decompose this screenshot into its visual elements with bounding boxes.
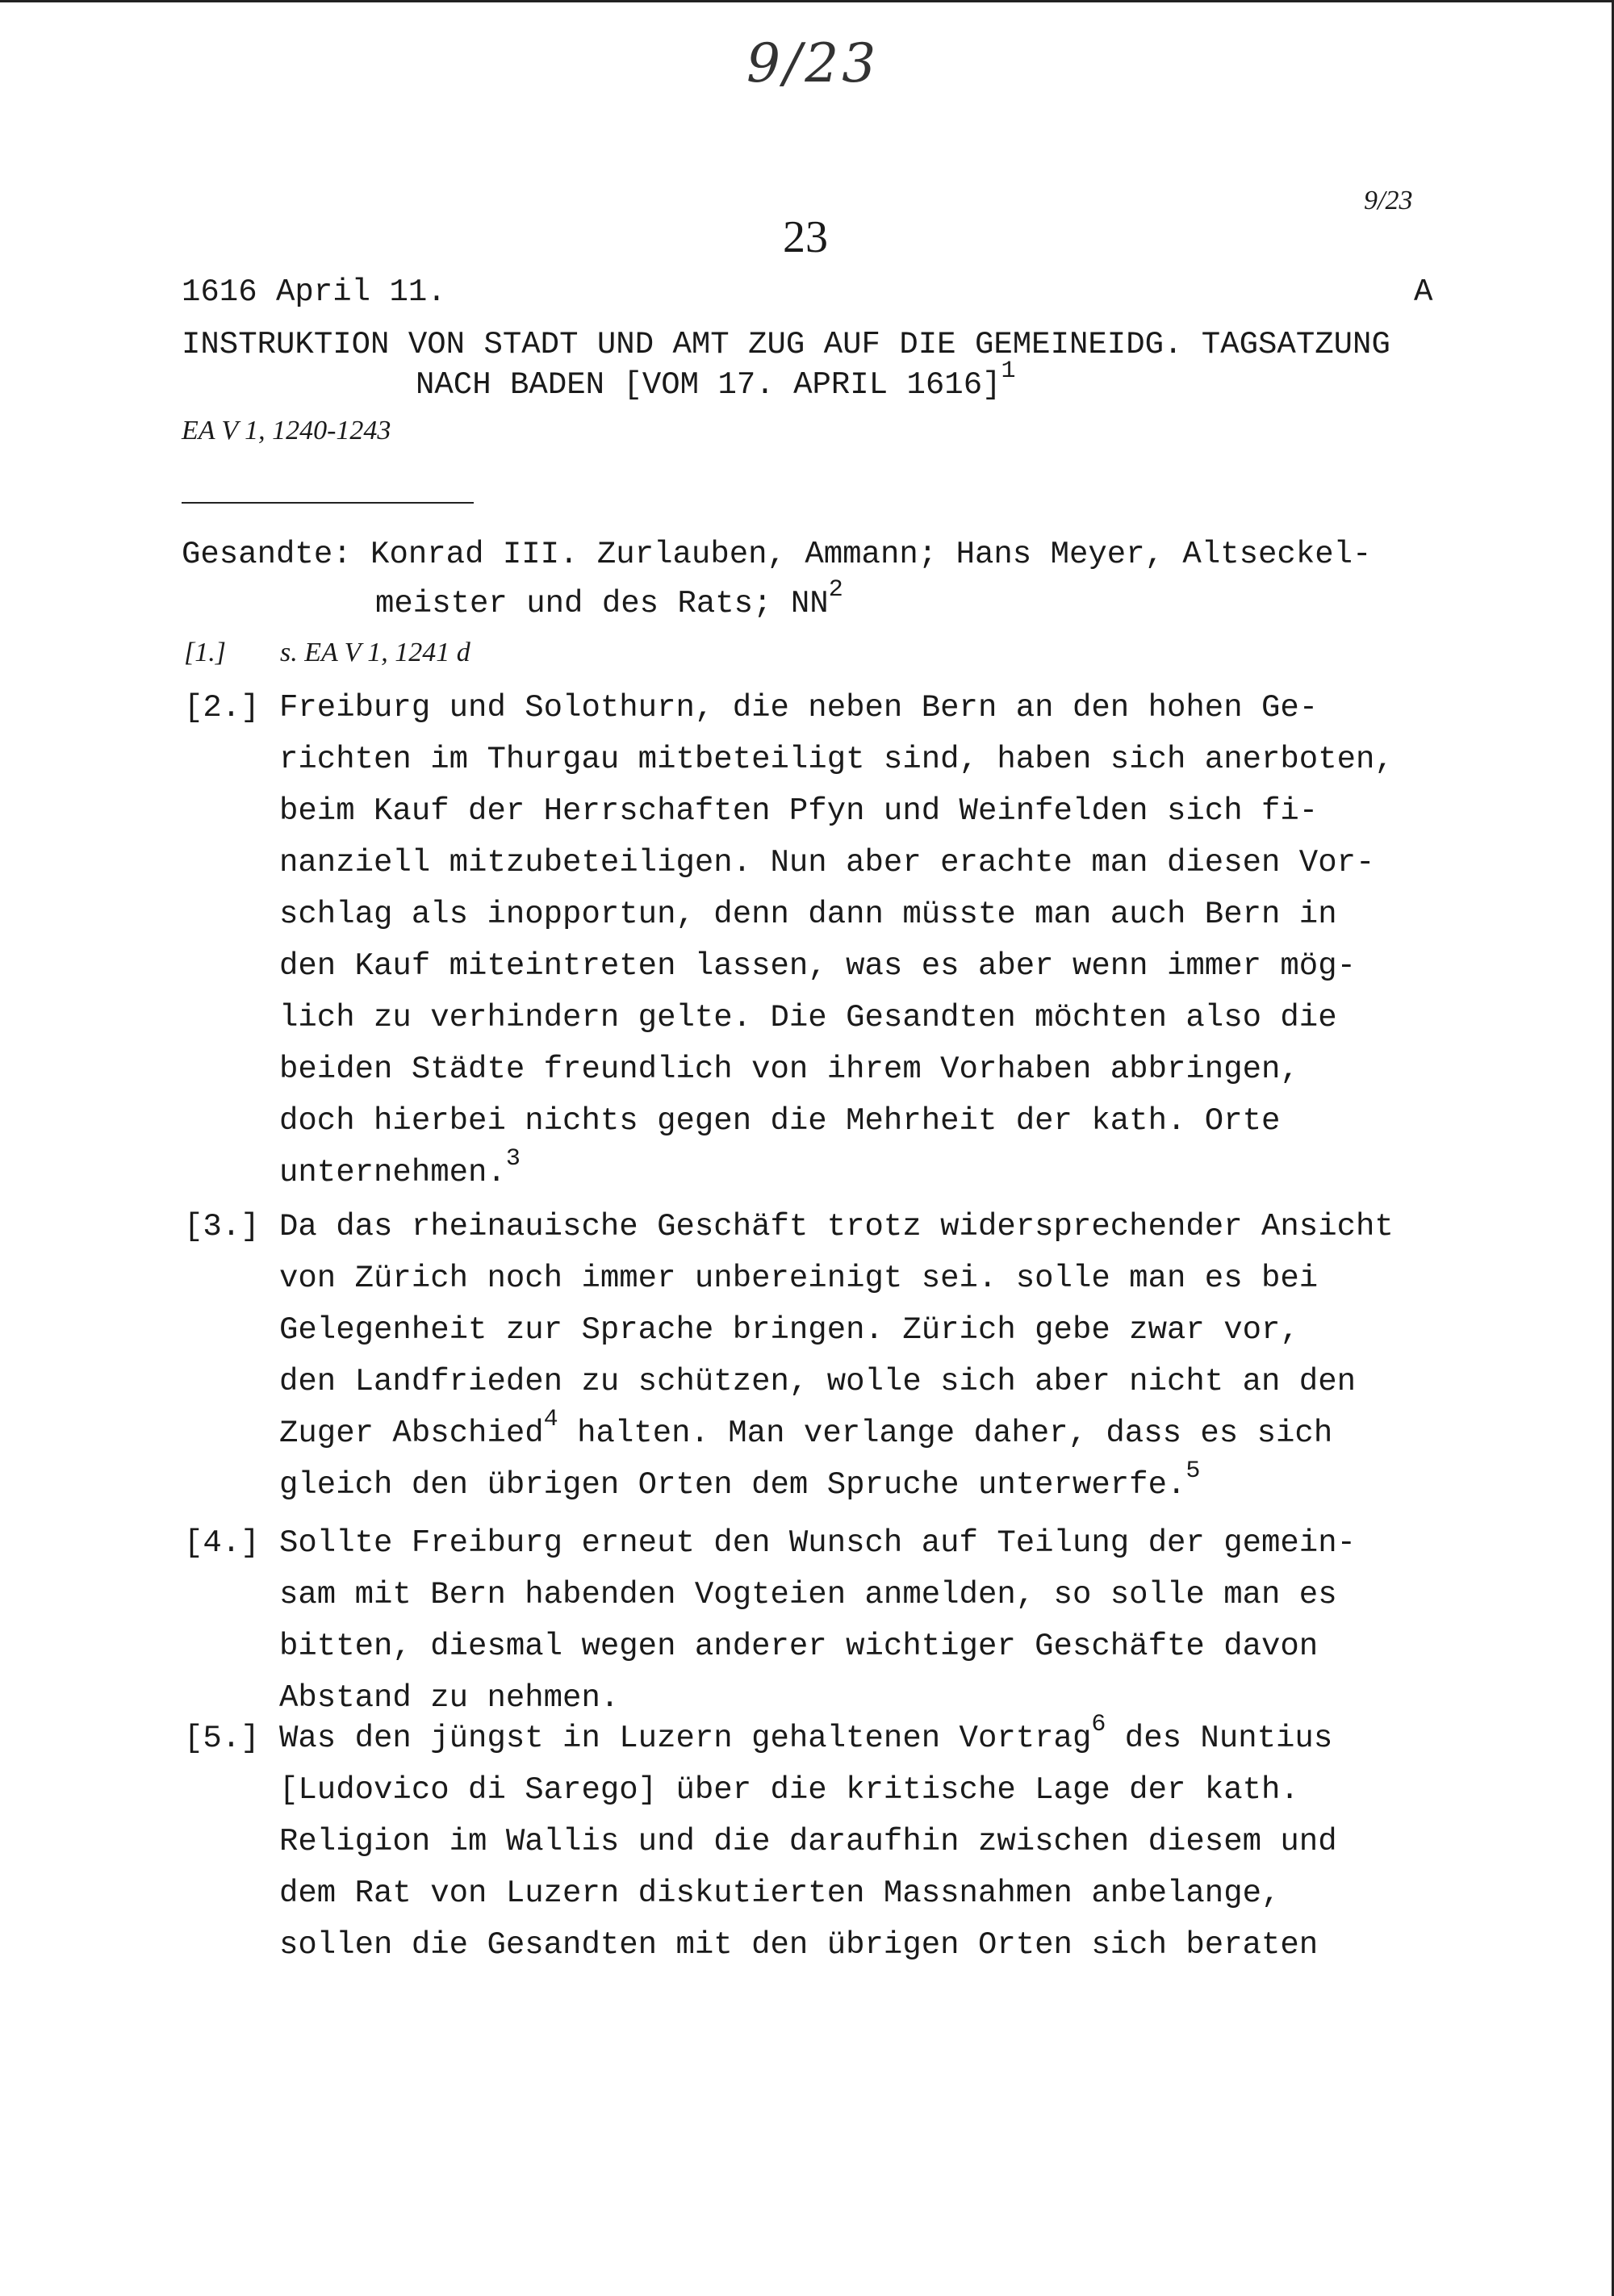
item-2-body <box>279 682 1394 1198</box>
document-title-line2 <box>416 359 1016 411</box>
document-date: 1616 April 11. <box>182 274 446 310</box>
item-5-line: Religion im Wallis und die daraufhin zwischen diesem und <box>279 1824 1337 1859</box>
item-2-line: schlag als inopportun, denn dann müsste man auch Bern in <box>279 897 1337 932</box>
item-2-line: richten im Thurgau mitbeteiligt sind, haben sich anerboten, <box>279 742 1394 777</box>
page-number: 23 <box>783 212 828 262</box>
item-3-line: den Landfrieden zu schützen, wolle sich aber nicht an den <box>279 1364 1357 1399</box>
item-2-line: den Kauf miteintreten lassen, was es aber wenn immer mög- <box>279 948 1357 984</box>
envoys-line2 <box>375 578 843 629</box>
item-2-number: [2.] <box>184 690 260 726</box>
item-2-line: Freiburg und Solothurn, die neben Bern an den hohen Ge- <box>279 690 1319 726</box>
item-2-line: beiden Städte freundlich von ihrem Vorhaben abbringen, <box>279 1052 1299 1087</box>
envoys-names-2: meister und des Rats; NN <box>375 586 829 621</box>
item-5-line: sollen die Gesandten mit den übrigen Orten sich beraten <box>279 1927 1319 1963</box>
footnote-ref-6: 6 <box>1091 1711 1106 1738</box>
handwritten-mark: 9/23 <box>746 32 880 94</box>
envoys-names-1: Konrad III. Zurlauben, Ammann; Hans Meyer, Altseckel- <box>370 537 1372 572</box>
item-3-line <box>279 1459 1394 1511</box>
reference-code: 9/23 <box>1364 186 1413 215</box>
item-3-body <box>279 1201 1394 1511</box>
envoys-label: Gesandte: <box>182 537 352 572</box>
item-3-line: von Zürich noch immer unbereinigt sei. solle man es bei <box>279 1261 1319 1296</box>
item-1-number: [1.] <box>184 638 226 667</box>
footnote-ref-4: 4 <box>543 1406 558 1433</box>
envoys-line1 <box>182 529 1371 580</box>
item-5-body <box>279 1713 1337 1971</box>
footnote-ref-3: 3 <box>505 1145 521 1173</box>
item-4-line: bitten, diesmal wegen anderer wichtiger Geschäfte davon <box>279 1629 1319 1664</box>
item-4-line: Abstand zu nehmen. <box>279 1680 620 1716</box>
footnote-ref-5: 5 <box>1185 1457 1201 1485</box>
item-3-line: Gelegenheit zur Sprache bringen. Zürich gebe zwar vor, <box>279 1312 1299 1348</box>
item-4-line: Sollte Freiburg erneut den Wunsch auf Teilung der gemein- <box>279 1525 1357 1561</box>
item-5-line: dem Rat von Luzern diskutierten Massnahmen anbelange, <box>279 1876 1281 1911</box>
item-4-number: [4.] <box>184 1525 260 1561</box>
version-letter: A <box>1414 274 1433 310</box>
document-title-line1: INSTRUKTION VON STADT UND AMT ZUG AUF DIE GEMEINEIDG. TAGSATZUNG <box>182 327 1390 362</box>
item-5-number: [5.] <box>184 1721 260 1756</box>
item-5-line-text: des Nuntius <box>1106 1721 1333 1756</box>
item-3-line-text: Zuger Abschied <box>279 1416 544 1451</box>
item-5-line <box>279 1713 1337 1764</box>
item-2-line-text: unternehmen. <box>279 1155 506 1190</box>
item-5-line-text: Was den jüngst in Luzern gehaltenen Vortrag <box>279 1721 1092 1756</box>
item-3-line: Da das rheinauische Geschäft trotz widersprechender Ansicht <box>279 1209 1394 1244</box>
item-3-line-text: halten. Man verlange daher, dass es sich <box>558 1416 1333 1451</box>
item-5-line: [Ludovico di Sarego] über die kritische Lage der kath. <box>279 1772 1299 1808</box>
item-2-line: lich zu verhindern gelte. Die Gesandten möchten also die <box>279 1000 1337 1035</box>
item-3-number: [3.] <box>184 1209 260 1244</box>
item-4-body <box>279 1517 1356 1724</box>
item-1-reference: s. EA V 1, 1241 d <box>280 638 470 667</box>
item-2-line: nanziell mitzubeteiligen. Nun aber erachte man diesen Vor- <box>279 845 1375 880</box>
item-3-line-text: gleich den übrigen Orten dem Spruche unterwerfe. <box>279 1467 1186 1503</box>
item-2-line: doch hierbei nichts gegen die Mehrheit der kath. Orte <box>279 1103 1281 1139</box>
item-2-line: beim Kauf der Herrschaften Pfyn und Weinfelden sich fi- <box>279 793 1319 829</box>
source-reference: EA V 1, 1240-1243 <box>182 416 391 445</box>
title-line2-text: NACH BADEN [VOM 17. APRIL 1616] <box>416 367 1001 403</box>
footnote-ref-1: 1 <box>1001 358 1016 385</box>
section-divider <box>182 502 474 504</box>
scan-border-top <box>0 0 1614 2</box>
item-2-last-line <box>279 1147 1394 1198</box>
item-3-line <box>279 1407 1394 1459</box>
footnote-ref-2: 2 <box>828 576 843 604</box>
item-4-line: sam mit Bern habenden Vogteien anmelden, so solle man es <box>279 1577 1337 1612</box>
